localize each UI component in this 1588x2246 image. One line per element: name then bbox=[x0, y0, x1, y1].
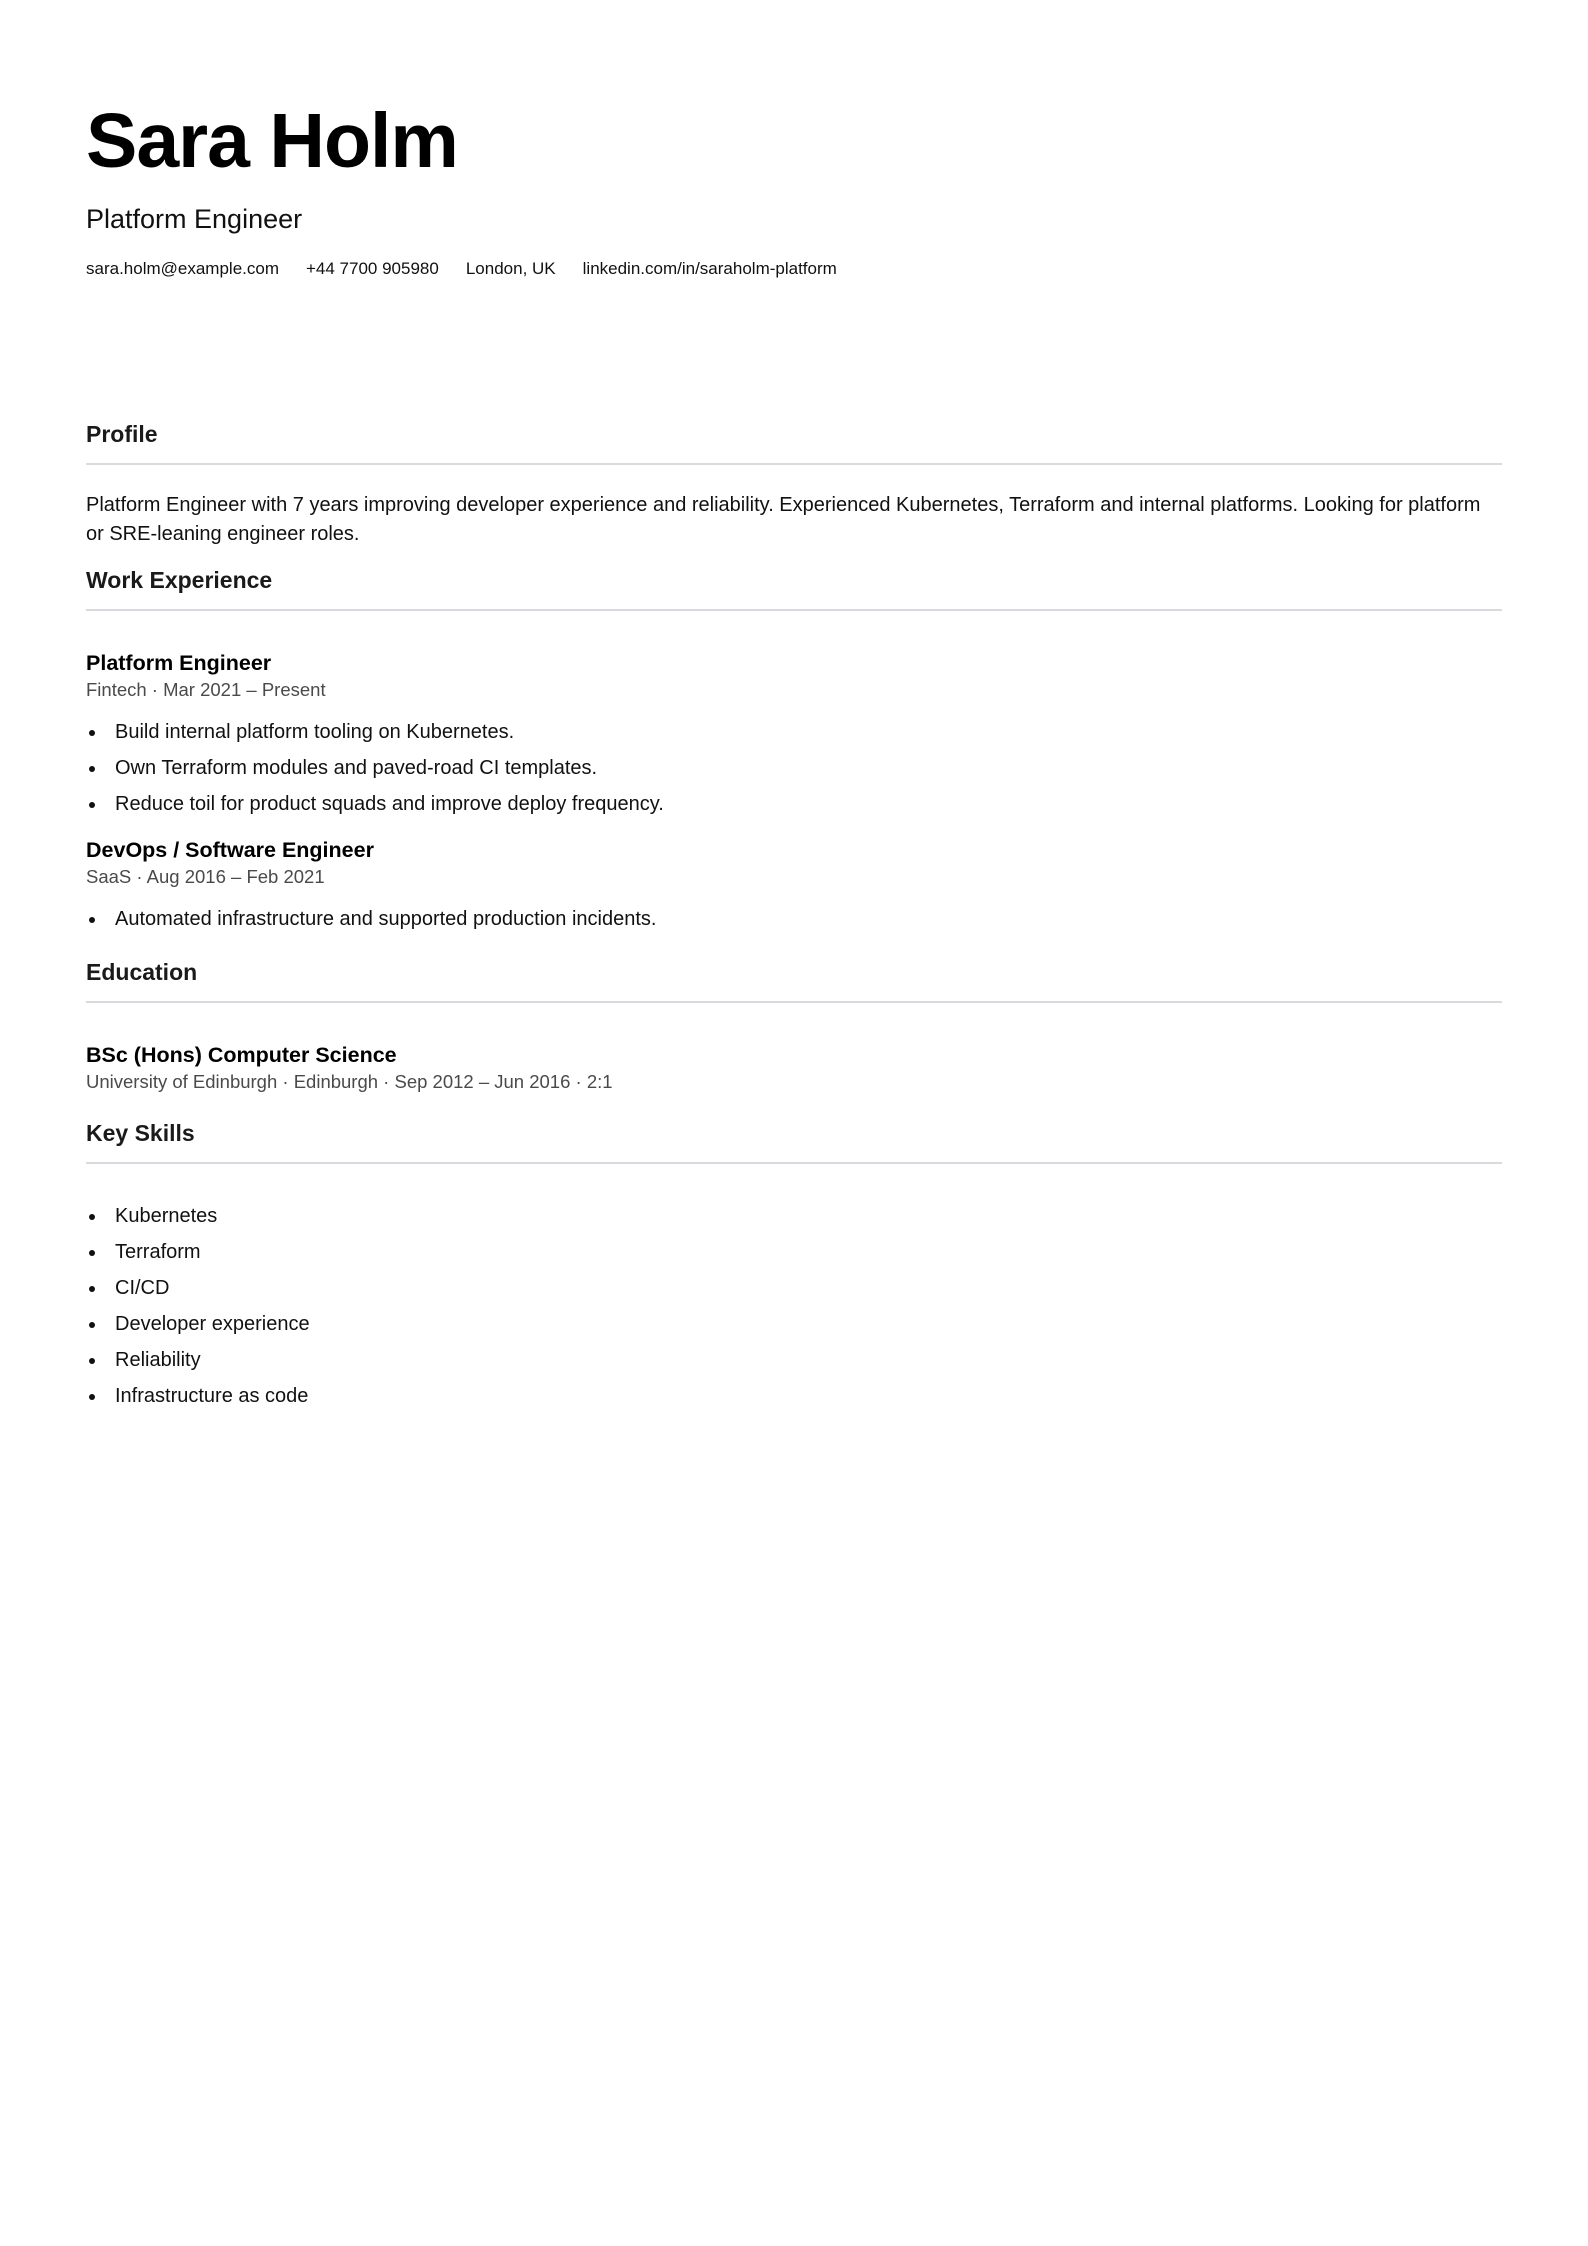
candidate-name: Sara Holm bbox=[86, 98, 458, 184]
profile-summary: Platform Engineer with 7 years improving developer experience and reliability. Experienced Kubernetes, Terraform and internal platforms. Looking for platform or SRE-leaning engineer roles. bbox=[86, 494, 1481, 545]
skill-item: CI/CD bbox=[86, 1270, 1502, 1306]
section-heading-education: Education bbox=[86, 957, 1502, 1003]
section-heading-skills: Key Skills bbox=[86, 1118, 1502, 1164]
job-entry bbox=[86, 836, 1502, 937]
education-section bbox=[86, 957, 1502, 1094]
contact-phone: +44 7700 905980 bbox=[306, 259, 439, 278]
job-bullets bbox=[86, 901, 1502, 937]
contact-location: London, UK bbox=[465, 259, 556, 278]
profile-section bbox=[86, 419, 1502, 549]
list-item: Build internal platform tooling on Kubernetes. bbox=[86, 714, 1502, 750]
job-meta: SaaS · Aug 2016 – Feb 2021 bbox=[86, 866, 325, 887]
skill-item: Kubernetes bbox=[86, 1198, 1502, 1234]
degree-title: BSc (Hons) Computer Science bbox=[86, 1043, 397, 1067]
contact-row bbox=[86, 257, 1502, 281]
job-entry bbox=[86, 649, 1502, 822]
skills-section bbox=[86, 1118, 1502, 1414]
section-heading-experience: Work Experience bbox=[86, 565, 1502, 611]
skill-item: Reliability bbox=[86, 1342, 1502, 1378]
skills-list bbox=[86, 1198, 1502, 1414]
contact-email: sara.holm@example.com bbox=[86, 259, 279, 278]
skill-item: Infrastructure as code bbox=[86, 1378, 1502, 1414]
skill-item: Developer experience bbox=[86, 1306, 1502, 1342]
skill-item: Terraform bbox=[86, 1234, 1502, 1270]
education-entry bbox=[86, 1041, 1502, 1094]
contact-linkedin: linkedin.com/in/saraholm-platform bbox=[582, 259, 837, 278]
section-heading-profile: Profile bbox=[86, 419, 1502, 465]
job-bullets bbox=[86, 714, 1502, 822]
job-title: DevOps / Software Engineer bbox=[86, 838, 374, 862]
resume-header bbox=[86, 0, 1502, 281]
list-item: Reduce toil for product squads and improve deploy frequency. bbox=[86, 786, 1502, 822]
list-item: Own Terraform modules and paved-road CI templates. bbox=[86, 750, 1502, 786]
experience-section bbox=[86, 565, 1502, 937]
list-item: Automated infrastructure and supported production incidents. bbox=[86, 901, 1502, 937]
candidate-title: Platform Engineer bbox=[86, 204, 303, 234]
job-title: Platform Engineer bbox=[86, 651, 272, 675]
job-meta: Fintech · Mar 2021 – Present bbox=[86, 679, 326, 700]
education-meta: University of Edinburgh · Edinburgh · Sep 2012 – Jun 2016 · 2:1 bbox=[86, 1071, 613, 1092]
